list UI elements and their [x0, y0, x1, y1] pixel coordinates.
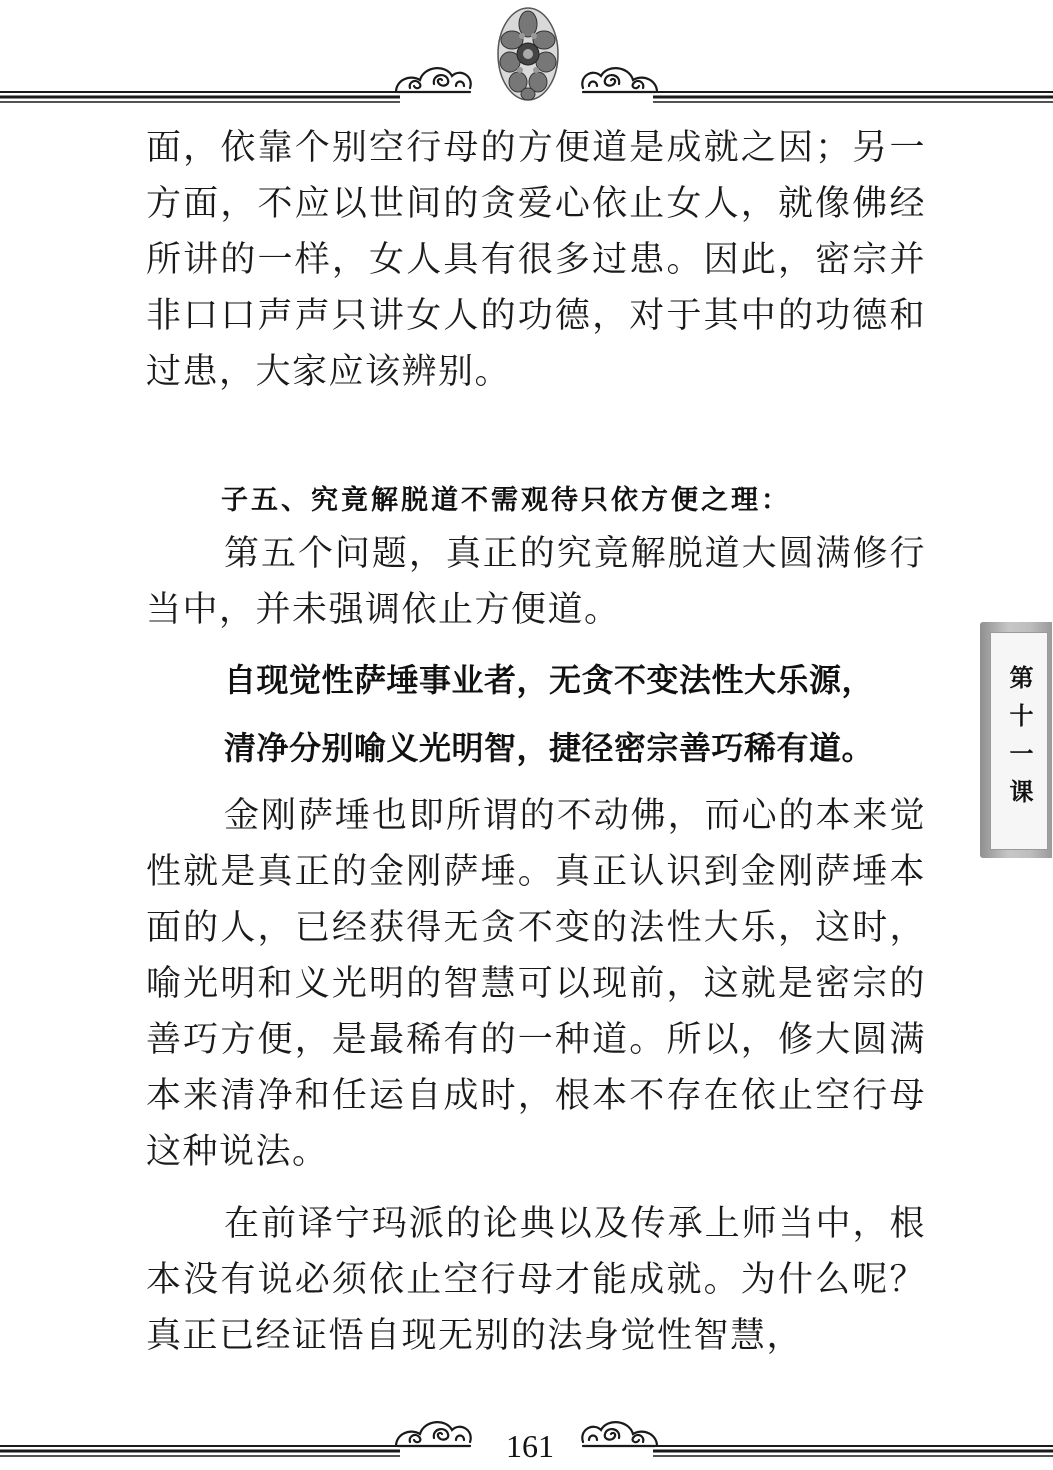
footer-rule-left [0, 1446, 400, 1456]
body-paragraph: 在前译宁玛派的论典以及传承上师当中，根本没有说必须依止空行母才能成就。为什么呢？真正已经证悟自现无别的法身觉性智慧， [146, 1204, 926, 1356]
page-body [146, 120, 926, 1364]
section-heading: 子五、究竟解脱道不需观待只依方便之理： [221, 485, 791, 516]
cloud-scroll-icon [582, 1422, 657, 1446]
cloud-scroll-icon [396, 68, 471, 92]
verse-block [146, 646, 926, 782]
page-number: 161 [506, 1428, 554, 1464]
chapter-label: 第十一课 [1005, 665, 1033, 817]
page-header [0, 0, 1053, 112]
cloud-scroll-icon [582, 68, 657, 92]
verse-line: 自现觉性萨埵事业者，无贪不变法性大乐源， [224, 661, 875, 699]
header-rule-left [0, 92, 400, 102]
footer-rule-right [653, 1446, 1053, 1456]
body-paragraph: 面，依靠个别空行母的方便道是成就之因；另一方面，不应以世间的贪爱心依止女人，就像佛经所讲的一样，女人具有很多过患。因此，密宗并非口口声声只讲女人的功德，对于其中的功德和过患，大家应该辨别。 [146, 128, 926, 392]
spacer [146, 1180, 926, 1196]
body-paragraph: 金刚萨埵也即所谓的不动佛，而心的本来觉性就是真正的金刚萨埵。真正认识到金刚萨埵本面的人，已经获得无贪不变的法性大乐，这时，喻光明和义光明的智慧可以现前，这就是密宗的善巧方便，是最稀有的一种道。所以，修大圆满本来清净和任运自成时，根本不存在依止空行母这种说法。 [146, 796, 926, 1172]
header-ornament [0, 0, 1053, 112]
cloud-scroll-icon [396, 1422, 471, 1446]
header-rule-right [653, 92, 1053, 102]
spacer [146, 400, 926, 476]
flower-ornament-icon [498, 8, 558, 100]
body-paragraph: 第五个问题，真正的究竟解脱道大圆满修行当中，并未强调依止方便道。 [146, 534, 926, 630]
verse-line: 清净分别喻义光明智，捷径密宗善巧稀有道。 [224, 729, 875, 767]
chapter-side-tab [980, 622, 1052, 858]
chapter-side-tab-label-box [990, 632, 1048, 850]
